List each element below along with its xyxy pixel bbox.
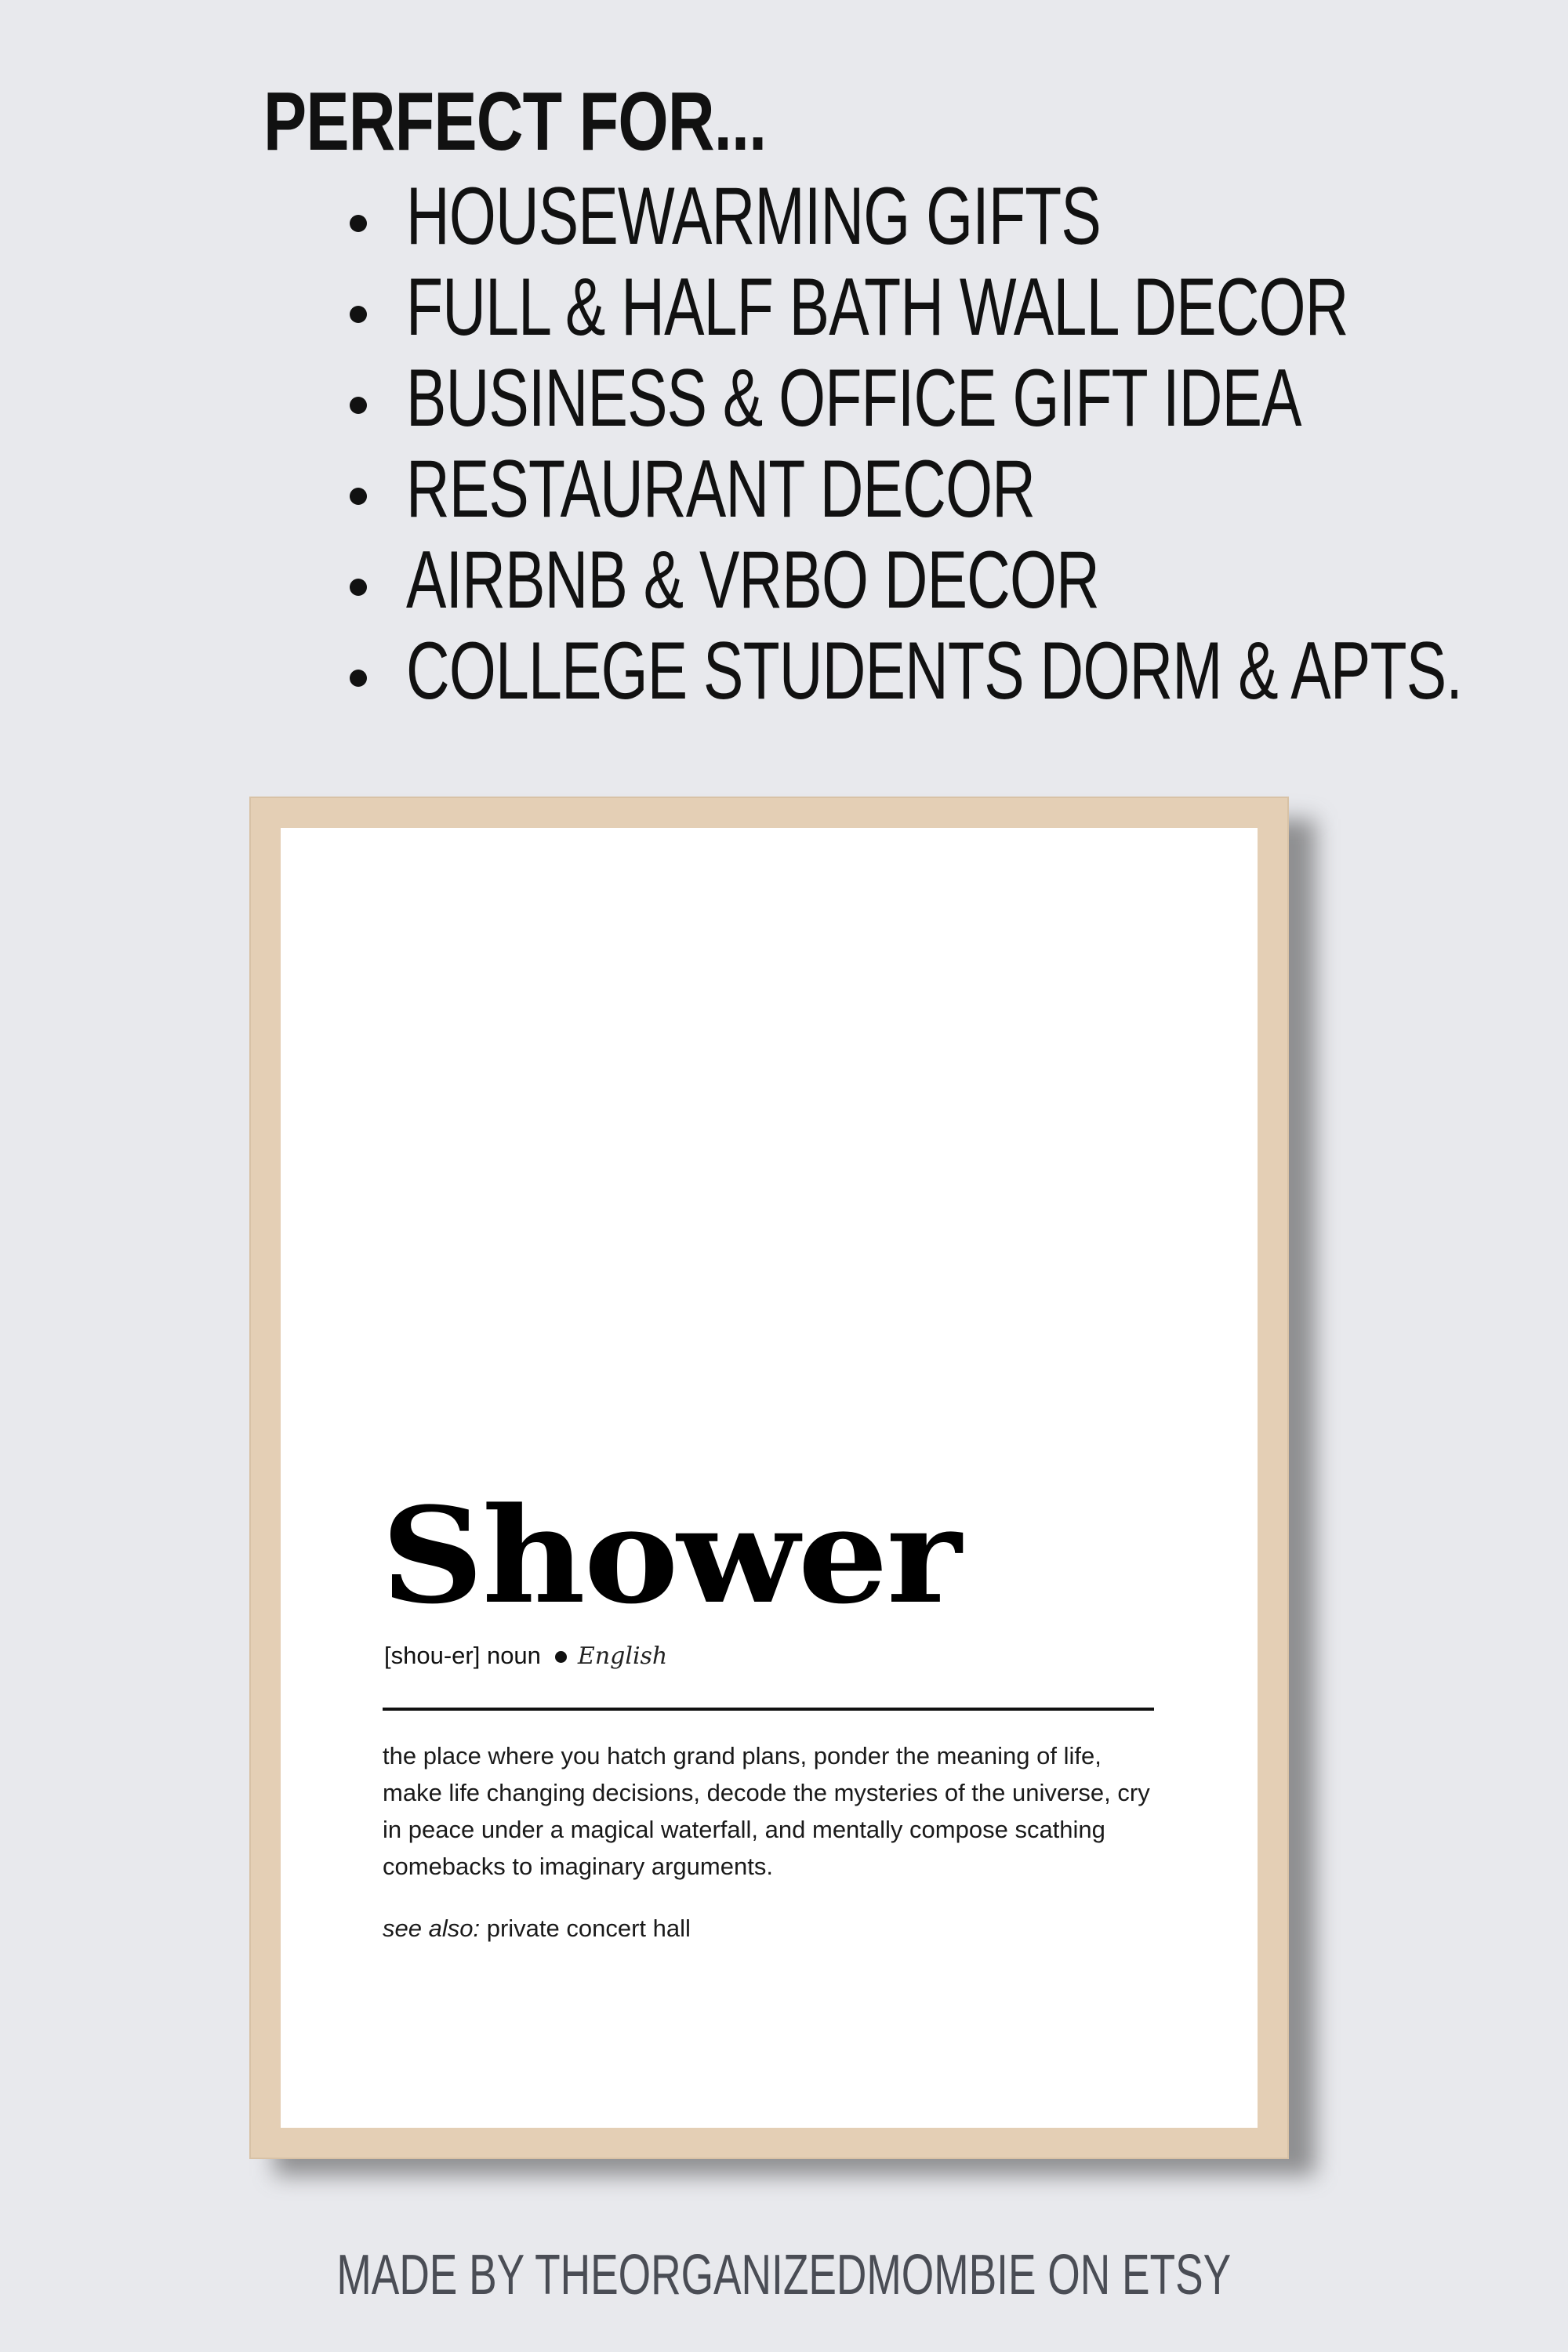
list-item-label: BUSINESS & OFFICE GIFT IDEA bbox=[406, 353, 1301, 444]
dot-separator-icon bbox=[555, 1651, 567, 1663]
divider bbox=[383, 1708, 1154, 1711]
bullet-icon bbox=[350, 306, 367, 323]
print-word: Shower bbox=[381, 1478, 960, 1633]
list-item-label: RESTAURANT DECOR bbox=[406, 444, 1036, 535]
pronunciation-line bbox=[384, 1640, 667, 1672]
headline: PERFECT FOR... bbox=[263, 75, 767, 168]
list-item-label: FULL & HALF BATH WALL DECOR bbox=[406, 262, 1348, 353]
bullet-icon bbox=[350, 488, 367, 505]
footer-credit bbox=[0, 2242, 1568, 2308]
see-also bbox=[383, 1913, 691, 1944]
bullet-icon bbox=[350, 397, 367, 414]
pronunciation: [shou-er] noun bbox=[384, 1642, 541, 1669]
see-also-value: private concert hall bbox=[486, 1915, 691, 1942]
list-item-label: HOUSEWARMING GIFTS bbox=[406, 171, 1101, 262]
list-item-label: COLLEGE STUDENTS DORM & APTS. bbox=[406, 626, 1462, 717]
bullet-icon bbox=[350, 215, 367, 232]
footer-text: MADE BY THEORGANIZEDMOMBIE ON ETSY bbox=[336, 2244, 1232, 2307]
definition-text: the place where you hatch grand plans, ponder the meaning of life, make life changing decisions, decode the mysteries of the universe, cry in peace under a magical waterfall, and mentally compose scathing comebacks to imaginary arguments. bbox=[383, 1742, 1150, 1880]
bullet-icon bbox=[350, 579, 367, 596]
picture-frame bbox=[249, 797, 1289, 2159]
definition-print bbox=[281, 828, 1258, 2128]
see-also-label: see also: bbox=[383, 1915, 481, 1942]
list-item-label: AIRBNB & VRBO DECOR bbox=[406, 535, 1099, 626]
bullet-icon bbox=[350, 670, 367, 687]
language-label: English bbox=[577, 1642, 668, 1670]
